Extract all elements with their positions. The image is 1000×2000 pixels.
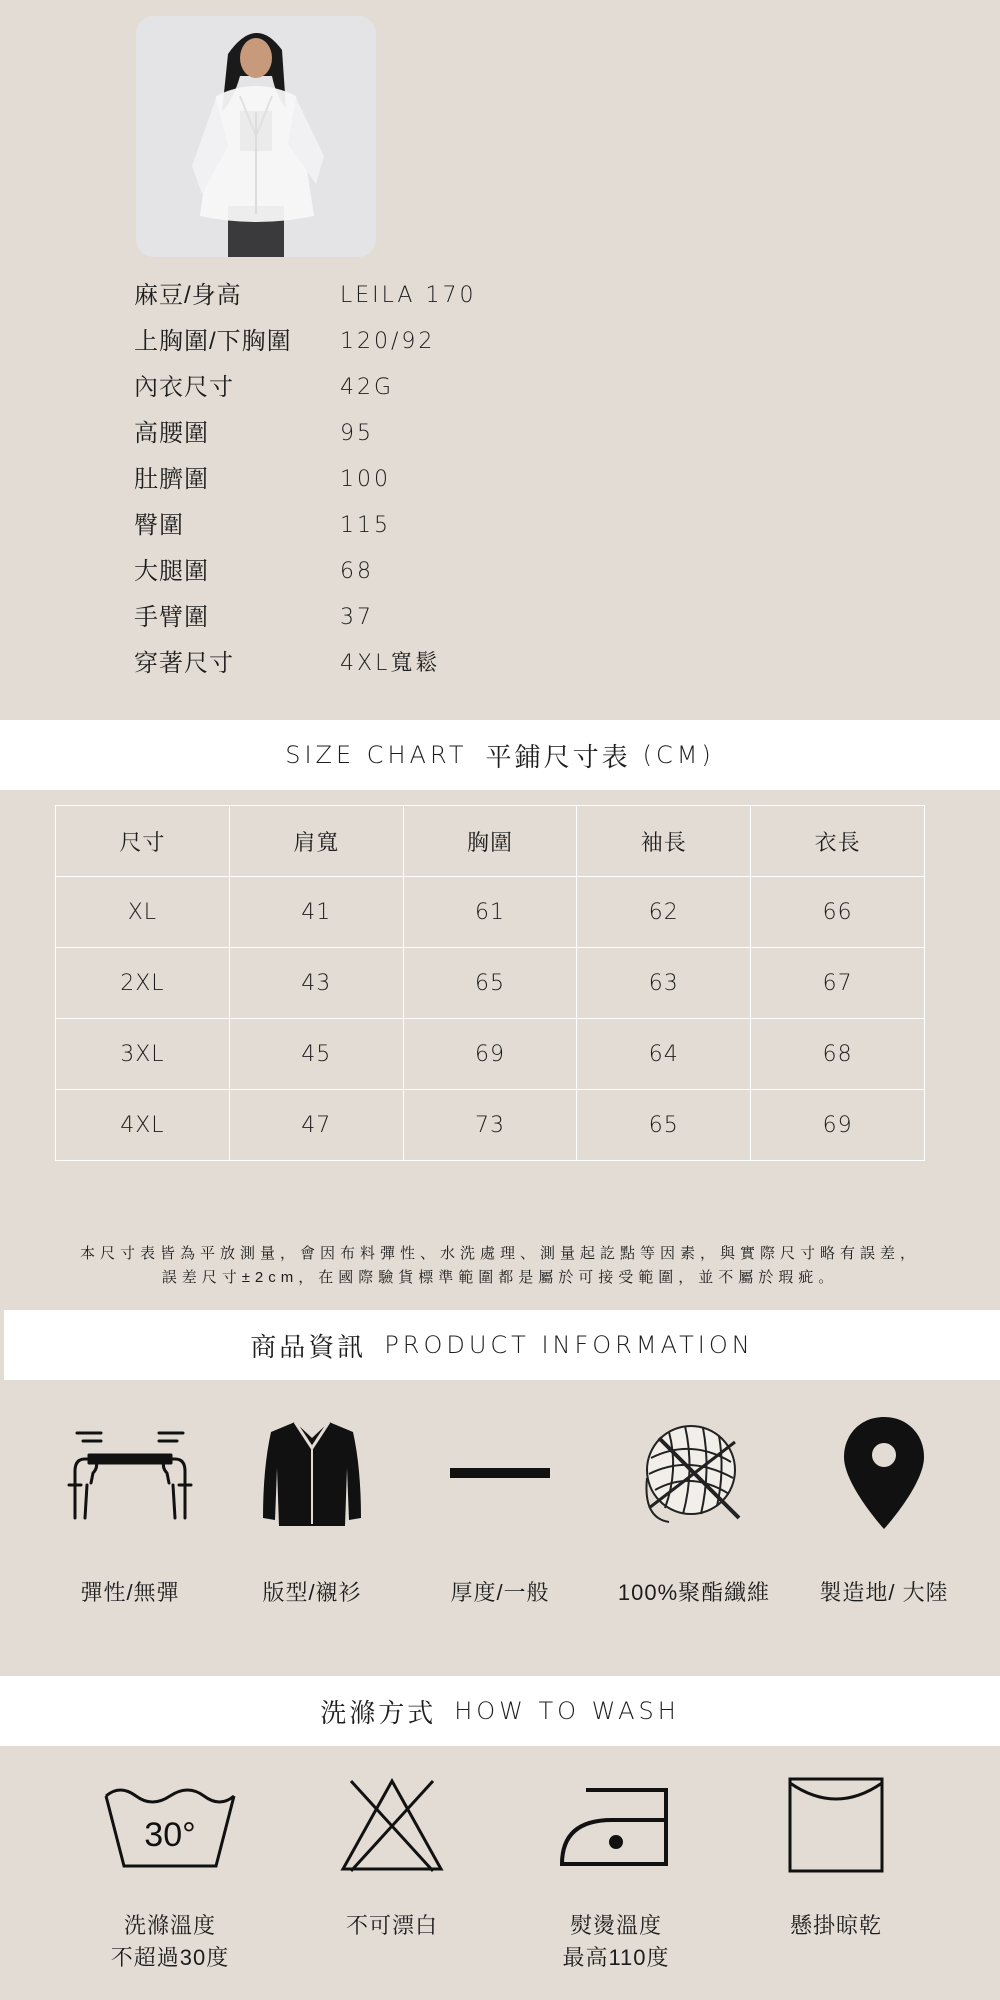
measure-label: 穿著尺寸: [134, 650, 234, 677]
table-header-cell: 尺寸: [56, 806, 230, 877]
table-cell: 69: [751, 1090, 925, 1161]
size-note-line: 誤差尺寸±2cm，在國際驗貨標準範圍都是屬於可接受範圍，並不屬於瑕疵。: [161, 1269, 839, 1286]
measure-label: 臀圍: [134, 512, 184, 539]
wash-item-iron: [506, 1770, 726, 1974]
info-caption: 彈性/無彈: [80, 1580, 180, 1605]
table-cell: 4XL: [56, 1090, 230, 1161]
iron-icon: [506, 1770, 726, 1880]
measure-value: 100: [340, 467, 391, 492]
wash-title-en: HOW TO WASH: [454, 1697, 680, 1725]
wash-caption: [60, 1910, 280, 1974]
table-cell: 64: [577, 1019, 751, 1090]
table-cell: 45: [229, 1019, 403, 1090]
table-cell: 3XL: [56, 1019, 230, 1090]
table-cell: 43: [229, 948, 403, 1019]
shirt-icon: [212, 1408, 412, 1538]
wash-caption: [506, 1910, 726, 1974]
wash-temp-symbol: 30°: [144, 1816, 196, 1854]
table-cell: 68: [751, 1019, 925, 1090]
table-header-cell: 衣長: [751, 806, 925, 877]
size-note: [20, 1242, 980, 1290]
size-table: [55, 805, 925, 1161]
measure-value: 68: [340, 559, 374, 584]
table-header-cell: 肩寬: [229, 806, 403, 877]
measure-label: 大腿圍: [134, 558, 209, 585]
table-row: [56, 948, 925, 1019]
info-caption: 版型/襯衫: [262, 1580, 362, 1605]
measure-value: 37: [340, 605, 374, 630]
hang-dry-icon: [726, 1770, 946, 1880]
table-cell: 41: [229, 877, 403, 948]
wash-caption-line: 洗滌溫度: [123, 1913, 216, 1938]
size-chart-unit: (CM): [642, 741, 715, 769]
product-info-title-zh: 商品資訊: [250, 1331, 367, 1362]
wash-caption-line: 不可漂白: [345, 1913, 438, 1938]
table-cell: 65: [403, 948, 577, 1019]
size-chart-title-en: SIZE CHART: [285, 741, 468, 769]
table-cell: 73: [403, 1090, 577, 1161]
info-item-fit: [212, 1408, 412, 1607]
table-cell: 61: [403, 877, 577, 948]
measure-value: 42G: [340, 375, 395, 400]
measure-row-bust: [134, 319, 734, 365]
table-header-cell: 胸圍: [403, 806, 577, 877]
measure-row-navel: [134, 457, 734, 503]
location-pin-icon: [784, 1408, 984, 1538]
wash-caption-line: 不超過30度: [110, 1945, 230, 1970]
table-cell: 63: [577, 948, 751, 1019]
measure-row-height: [134, 273, 734, 319]
wash-item-temperature: [60, 1770, 280, 1974]
table-header-row: [56, 806, 925, 877]
product-info-header: [4, 1310, 1000, 1380]
table-header-cell: 袖長: [577, 806, 751, 877]
measure-label: 肚臍圍: [134, 466, 209, 493]
model-photo: [136, 16, 376, 257]
table-row: [56, 877, 925, 948]
measure-label: 高腰圍: [134, 420, 209, 447]
measure-label: 上胸圍/下胸圍: [134, 328, 292, 355]
no-bleach-icon: [282, 1770, 502, 1880]
info-item-elasticity: [30, 1408, 230, 1607]
measure-label: 內衣尺寸: [134, 374, 234, 401]
table-row: [56, 1019, 925, 1090]
wash-caption-line: 最高110度: [562, 1945, 670, 1970]
measure-value: 4XL寬鬆: [340, 651, 441, 676]
measure-row-high-waist: [134, 411, 734, 457]
table-row: [56, 1090, 925, 1161]
table-cell: 62: [577, 877, 751, 948]
measure-row-thigh: [134, 549, 734, 595]
table-cell: 67: [751, 948, 925, 1019]
measure-label: 手臂圍: [134, 604, 209, 631]
table-cell: 65: [577, 1090, 751, 1161]
measure-value: 120/92: [340, 329, 436, 354]
thickness-line-icon: [400, 1408, 600, 1538]
wash-item-dry: [726, 1770, 946, 1942]
wash-title-zh: 洗滌方式: [320, 1697, 437, 1728]
how-to-wash-header: [0, 1676, 1000, 1746]
wash-caption-line: 熨燙溫度: [569, 1913, 662, 1938]
size-chart-header: [0, 720, 1000, 790]
size-note-line: 本尺寸表皆為平放測量，會因布料彈性、水洗處理、測量起訖點等因素，與實際尺寸略有誤差，: [79, 1245, 920, 1262]
measure-row-bra: [134, 365, 734, 411]
table-cell: 69: [403, 1019, 577, 1090]
table-cell: 2XL: [56, 948, 230, 1019]
measure-value: 115: [340, 513, 391, 538]
measure-row-hip: [134, 503, 734, 549]
info-item-material: [594, 1408, 794, 1607]
yarn-ball-icon: [594, 1408, 794, 1538]
measure-row-wear-size: [134, 641, 734, 687]
stretch-hands-icon: [30, 1408, 230, 1538]
wash-caption: [282, 1910, 502, 1942]
measure-value: LEILA 170: [340, 283, 477, 308]
wash-caption: [726, 1910, 946, 1942]
wash-tub-icon: [60, 1770, 280, 1880]
model-measurements: [134, 273, 734, 687]
measure-label: 麻豆/身高: [134, 282, 242, 309]
product-info-title-en: PRODUCT INFORMATION: [384, 1331, 754, 1359]
measure-row-arm: [134, 595, 734, 641]
info-item-thickness: [400, 1408, 600, 1607]
product-info-list: [0, 1408, 1000, 1628]
info-caption: 製造地/ 大陸: [819, 1580, 949, 1605]
wash-instructions: [0, 1770, 1000, 1990]
size-chart-title-zh: 平鋪尺寸表: [485, 741, 631, 772]
measure-value: 95: [340, 421, 374, 446]
info-caption: 厚度/一般: [450, 1580, 550, 1605]
info-caption: 100%聚酯纖維: [617, 1580, 771, 1605]
table-cell: XL: [56, 877, 230, 948]
table-cell: 66: [751, 877, 925, 948]
wash-caption-line: 懸掛晾乾: [789, 1913, 882, 1938]
table-cell: 47: [229, 1090, 403, 1161]
info-item-origin: [784, 1408, 984, 1607]
wash-item-bleach: [282, 1770, 502, 1942]
